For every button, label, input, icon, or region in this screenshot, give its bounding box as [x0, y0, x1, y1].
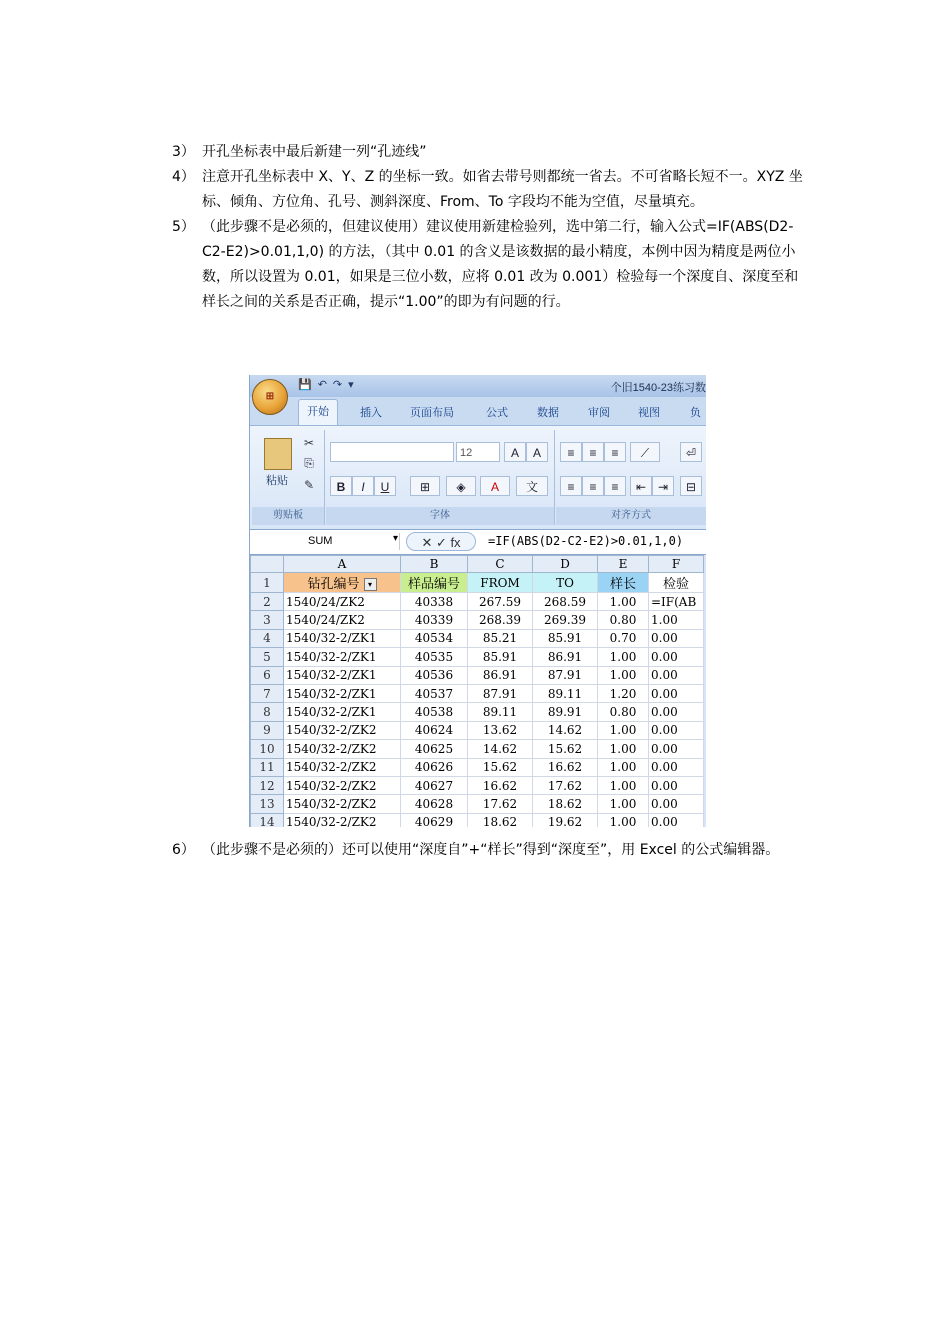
- undo-icon[interactable]: ↶: [317, 379, 327, 391]
- alignment-group: [556, 430, 706, 525]
- row-header[interactable]: 8: [251, 703, 284, 721]
- paste-button[interactable]: 粘贴: [266, 475, 288, 487]
- cell-a[interactable]: 1540/32-2/ZK1: [284, 684, 401, 702]
- tab-more[interactable]: 负: [690, 407, 701, 419]
- cell-c[interactable]: 86.91: [468, 666, 533, 684]
- step-5: [172, 215, 812, 315]
- step-number: 3）: [172, 144, 195, 160]
- header-cell-d[interactable]: TO: [533, 573, 598, 593]
- spreadsheet-grid: [250, 555, 704, 827]
- tab-home[interactable]: 开始: [298, 399, 338, 425]
- cell-c[interactable]: 13.62: [468, 721, 533, 739]
- step-text: 注意开孔坐标表中 X、Y、Z 的坐标一致。如省去带号则都统一省去。不可省略长短不一。XYZ 坐标、倾角、方位角、孔号、测斜深度、From、To 字段均不能为空值，尽量填充。: [202, 169, 803, 210]
- table-row: [251, 629, 704, 647]
- tab-data[interactable]: 数据: [537, 407, 559, 419]
- header-cell-b[interactable]: 样品编号: [401, 573, 468, 593]
- table-row: [251, 648, 704, 666]
- font-color-icon[interactable]: A: [480, 476, 510, 496]
- formula-bar: [250, 529, 706, 555]
- cell-f[interactable]: 0.00: [649, 648, 704, 666]
- cell-d[interactable]: 15.62: [533, 740, 598, 758]
- cell-a[interactable]: 1540/32-2/ZK1: [284, 703, 401, 721]
- cell-e[interactable]: 1.00: [598, 648, 649, 666]
- cell-c[interactable]: 85.21: [468, 629, 533, 647]
- tab-review[interactable]: 审阅: [588, 407, 610, 419]
- filter-dropdown-icon[interactable]: ▾: [364, 578, 377, 591]
- table-row: [251, 813, 704, 827]
- cell-b[interactable]: 40629: [401, 813, 468, 827]
- cell-f[interactable]: 0.00: [649, 703, 704, 721]
- step-text: （此步骤不是必须的，但建议使用）建议使用新建检验列，选中第二行，输入公式=IF(ABS(D2-C2-E2)>0.01,1,0) 的方法，（其中 0.01 的含义是该数据的最小精度，本例中因为精度是两位小数，所以设置为 0.01，如果是三位小数，应将 0.01 改为 0.001）检验每一个深度自、深度至和样长之间的关系是否正确，提示“1.00”的即为有问题的行。: [202, 219, 799, 310]
- row-header[interactable]: 6: [251, 666, 284, 684]
- step-number: 5）: [172, 219, 195, 235]
- name-box-dropdown-icon[interactable]: ▾: [393, 533, 399, 544]
- grow-font-icon[interactable]: A: [504, 442, 526, 462]
- cell-c[interactable]: 16.62: [468, 776, 533, 794]
- cell-b[interactable]: 40628: [401, 795, 468, 813]
- cell-c[interactable]: 18.62: [468, 813, 533, 827]
- cell-f[interactable]: 1.00: [649, 611, 704, 629]
- wrap-text-icon[interactable]: ⏎: [680, 442, 702, 462]
- align-left-icon[interactable]: ≡: [560, 476, 582, 496]
- cell-a[interactable]: 1540/32-2/ZK2: [284, 776, 401, 794]
- row-header[interactable]: 4: [251, 629, 284, 647]
- orientation-icon[interactable]: ⟋: [630, 442, 660, 462]
- align-bottom-icon[interactable]: ≡: [604, 442, 626, 462]
- cell-b[interactable]: 40538: [401, 703, 468, 721]
- column-header-b[interactable]: B: [401, 556, 468, 573]
- table-row: [251, 776, 704, 794]
- cell-b[interactable]: 40625: [401, 740, 468, 758]
- step-text: （此步骤不是必须的）还可以使用“深度自”+“样长”得到“深度至”，用 Excel 的公式编辑器。: [202, 842, 780, 858]
- header-cell-e[interactable]: 样长: [598, 573, 649, 593]
- column-header-f[interactable]: F: [649, 556, 704, 573]
- row-header[interactable]: 14: [251, 813, 284, 827]
- cell-f[interactable]: 0.00: [649, 758, 704, 776]
- phonetic-icon[interactable]: 文: [516, 476, 548, 496]
- cell-a[interactable]: 1540/32-2/ZK2: [284, 813, 401, 827]
- cell-b[interactable]: 40338: [401, 593, 468, 611]
- cell-e[interactable]: 1.00: [598, 593, 649, 611]
- bold-icon[interactable]: B: [330, 476, 352, 496]
- row-header[interactable]: 2: [251, 593, 284, 611]
- row-header[interactable]: 11: [251, 758, 284, 776]
- document-body-continued: [172, 838, 812, 863]
- step-4: [172, 165, 812, 215]
- title-bar: [250, 375, 706, 397]
- cell-b[interactable]: 40339: [401, 611, 468, 629]
- cell-a[interactable]: 1540/32-2/ZK1: [284, 629, 401, 647]
- cell-e[interactable]: 0.80: [598, 703, 649, 721]
- cell-e[interactable]: 1.00: [598, 758, 649, 776]
- cell-a[interactable]: 1540/32-2/ZK1: [284, 648, 401, 666]
- save-icon[interactable]: 💾: [298, 379, 312, 391]
- shrink-font-icon[interactable]: A: [526, 442, 548, 462]
- cell-a[interactable]: 1540/32-2/ZK2: [284, 795, 401, 813]
- cell-f[interactable]: 0.00: [649, 795, 704, 813]
- cell-a[interactable]: 1540/24/ZK2: [284, 593, 401, 611]
- cell-a[interactable]: 1540/32-2/ZK2: [284, 721, 401, 739]
- cell-a[interactable]: 1540/32-2/ZK2: [284, 740, 401, 758]
- tab-view[interactable]: 视图: [638, 407, 660, 419]
- cell-a[interactable]: 1540/24/ZK2: [284, 611, 401, 629]
- cell-b[interactable]: 40627: [401, 776, 468, 794]
- column-header-c[interactable]: C: [468, 556, 533, 573]
- align-middle-icon[interactable]: ≡: [582, 442, 604, 462]
- cell-e[interactable]: 1.00: [598, 721, 649, 739]
- cell-c[interactable]: 89.11: [468, 703, 533, 721]
- tab-formulas[interactable]: 公式: [486, 407, 508, 419]
- table-row: [251, 740, 704, 758]
- tab-insert[interactable]: 插入: [360, 407, 382, 419]
- cell-c[interactable]: 15.62: [468, 758, 533, 776]
- cell-d[interactable]: 17.62: [533, 776, 598, 794]
- column-header-a[interactable]: A: [284, 556, 401, 573]
- table-row: [251, 593, 704, 611]
- alignment-group-label: 对齐方式: [556, 507, 706, 525]
- cell-f[interactable]: 0.00: [649, 666, 704, 684]
- italic-icon[interactable]: I: [352, 476, 374, 496]
- name-box[interactable]: SUM: [252, 533, 400, 550]
- underline-icon[interactable]: U: [374, 476, 396, 496]
- step-number: 4）: [172, 169, 195, 185]
- cell-e[interactable]: 1.00: [598, 666, 649, 684]
- step-text: 开孔坐标表中最后新建一列“孔迹线”: [202, 144, 427, 160]
- merge-center-icon[interactable]: ⊟: [680, 476, 702, 496]
- row-header[interactable]: 1: [251, 573, 284, 593]
- borders-icon[interactable]: ⊞: [410, 476, 440, 496]
- redo-icon[interactable]: ↷: [332, 379, 343, 391]
- cell-f[interactable]: 0.00: [649, 776, 704, 794]
- cell-d[interactable]: 19.62: [533, 813, 598, 827]
- cell-b[interactable]: 40534: [401, 629, 468, 647]
- cell-b[interactable]: 40626: [401, 758, 468, 776]
- step-3: [172, 140, 812, 165]
- select-all-corner[interactable]: [251, 556, 284, 573]
- paste-icon[interactable]: [264, 438, 292, 470]
- cell-e[interactable]: 1.20: [598, 684, 649, 702]
- cell-e[interactable]: 1.00: [598, 740, 649, 758]
- decrease-indent-icon[interactable]: ⇤: [630, 476, 652, 496]
- cell-e[interactable]: 0.80: [598, 611, 649, 629]
- cell-d[interactable]: 85.91: [533, 629, 598, 647]
- cell-c[interactable]: 268.39: [468, 611, 533, 629]
- cell-c[interactable]: 14.62: [468, 740, 533, 758]
- row-header[interactable]: 12: [251, 776, 284, 794]
- table-row: [251, 758, 704, 776]
- cell-d[interactable]: 89.11: [533, 684, 598, 702]
- ribbon: [250, 425, 706, 529]
- ribbon-tabs: [250, 397, 706, 425]
- cell-b[interactable]: 40624: [401, 721, 468, 739]
- cell-c[interactable]: 87.91: [468, 684, 533, 702]
- cell-f[interactable]: 0.00: [649, 813, 704, 827]
- cell-d[interactable]: 16.62: [533, 758, 598, 776]
- cell-b[interactable]: 40535: [401, 648, 468, 666]
- row-header[interactable]: 3: [251, 611, 284, 629]
- cell-e[interactable]: 0.70: [598, 629, 649, 647]
- align-right-icon[interactable]: ≡: [604, 476, 626, 496]
- row-header[interactable]: 7: [251, 684, 284, 702]
- font-size-combo[interactable]: 12: [456, 442, 500, 462]
- cell-d[interactable]: 87.91: [533, 666, 598, 684]
- window-title: 个旧1540-23练习数: [610, 382, 706, 394]
- header-cell-c[interactable]: FROM: [468, 573, 533, 593]
- cell-d[interactable]: 18.62: [533, 795, 598, 813]
- cell-d[interactable]: 14.62: [533, 721, 598, 739]
- cell-d[interactable]: 86.91: [533, 648, 598, 666]
- cell-d[interactable]: 269.39: [533, 611, 598, 629]
- increase-indent-icon[interactable]: ⇥: [652, 476, 674, 496]
- column-header-d[interactable]: D: [533, 556, 598, 573]
- cell-c[interactable]: 17.62: [468, 795, 533, 813]
- format-painter-icon[interactable]: ✎: [303, 478, 315, 492]
- office-button[interactable]: [252, 379, 288, 415]
- cell-f[interactable]: =IF(AB: [649, 593, 704, 611]
- align-center-icon[interactable]: ≡: [582, 476, 604, 496]
- cell-f[interactable]: 0.00: [649, 721, 704, 739]
- column-header-e[interactable]: E: [598, 556, 649, 573]
- header-cell-a[interactable]: 钻孔编号 ▾: [284, 573, 401, 593]
- cell-a[interactable]: 1540/32-2/ZK2: [284, 758, 401, 776]
- tab-page-layout[interactable]: 页面布局: [410, 407, 454, 419]
- clipboard-group-label: 剪贴板: [252, 507, 324, 525]
- table-row: [251, 611, 704, 629]
- cell-f[interactable]: 0.00: [649, 629, 704, 647]
- table-row: [251, 684, 704, 702]
- excel-screenshot: [249, 375, 706, 827]
- formula-buttons[interactable]: ✕ ✓ fx: [406, 532, 476, 551]
- font-group-label: 字体: [326, 507, 554, 525]
- font-name-combo[interactable]: [330, 442, 454, 462]
- cell-e[interactable]: 1.00: [598, 813, 649, 827]
- cell-e[interactable]: 1.00: [598, 795, 649, 813]
- clipboard-group: [252, 430, 325, 525]
- cell-b[interactable]: 40536: [401, 666, 468, 684]
- table-row: [251, 721, 704, 739]
- cut-icon[interactable]: ✂: [303, 436, 315, 450]
- quick-access-toolbar: [298, 378, 354, 394]
- fill-color-icon[interactable]: ◈: [446, 476, 476, 496]
- cell-d[interactable]: 89.91: [533, 703, 598, 721]
- customize-qat-icon[interactable]: ▾: [348, 379, 354, 391]
- cell-b[interactable]: 40537: [401, 684, 468, 702]
- table-row: [251, 703, 704, 721]
- header-cell-f[interactable]: 检验: [649, 573, 704, 593]
- cell-d[interactable]: 268.59: [533, 593, 598, 611]
- formula-input[interactable]: =IF(ABS(D2-C2-E2)>0.01,1,0): [488, 534, 684, 548]
- cell-c[interactable]: 267.59: [468, 593, 533, 611]
- row-header[interactable]: 10: [251, 740, 284, 758]
- font-group: [326, 430, 555, 525]
- step-6: [172, 838, 812, 863]
- step-number: 6）: [172, 842, 195, 858]
- table-row: [251, 795, 704, 813]
- cell-e[interactable]: 1.00: [598, 776, 649, 794]
- cell-c[interactable]: 85.91: [468, 648, 533, 666]
- document-body: [172, 140, 812, 315]
- table-row: [251, 666, 704, 684]
- row-header[interactable]: 9: [251, 721, 284, 739]
- cell-f[interactable]: 0.00: [649, 684, 704, 702]
- align-top-icon[interactable]: ≡: [560, 442, 582, 462]
- row-header[interactable]: 13: [251, 795, 284, 813]
- office-logo-icon: ⊞: [265, 391, 275, 402]
- cell-a[interactable]: 1540/32-2/ZK1: [284, 666, 401, 684]
- copy-icon[interactable]: ⎘: [304, 456, 314, 470]
- row-header[interactable]: 5: [251, 648, 284, 666]
- cell-f[interactable]: 0.00: [649, 740, 704, 758]
